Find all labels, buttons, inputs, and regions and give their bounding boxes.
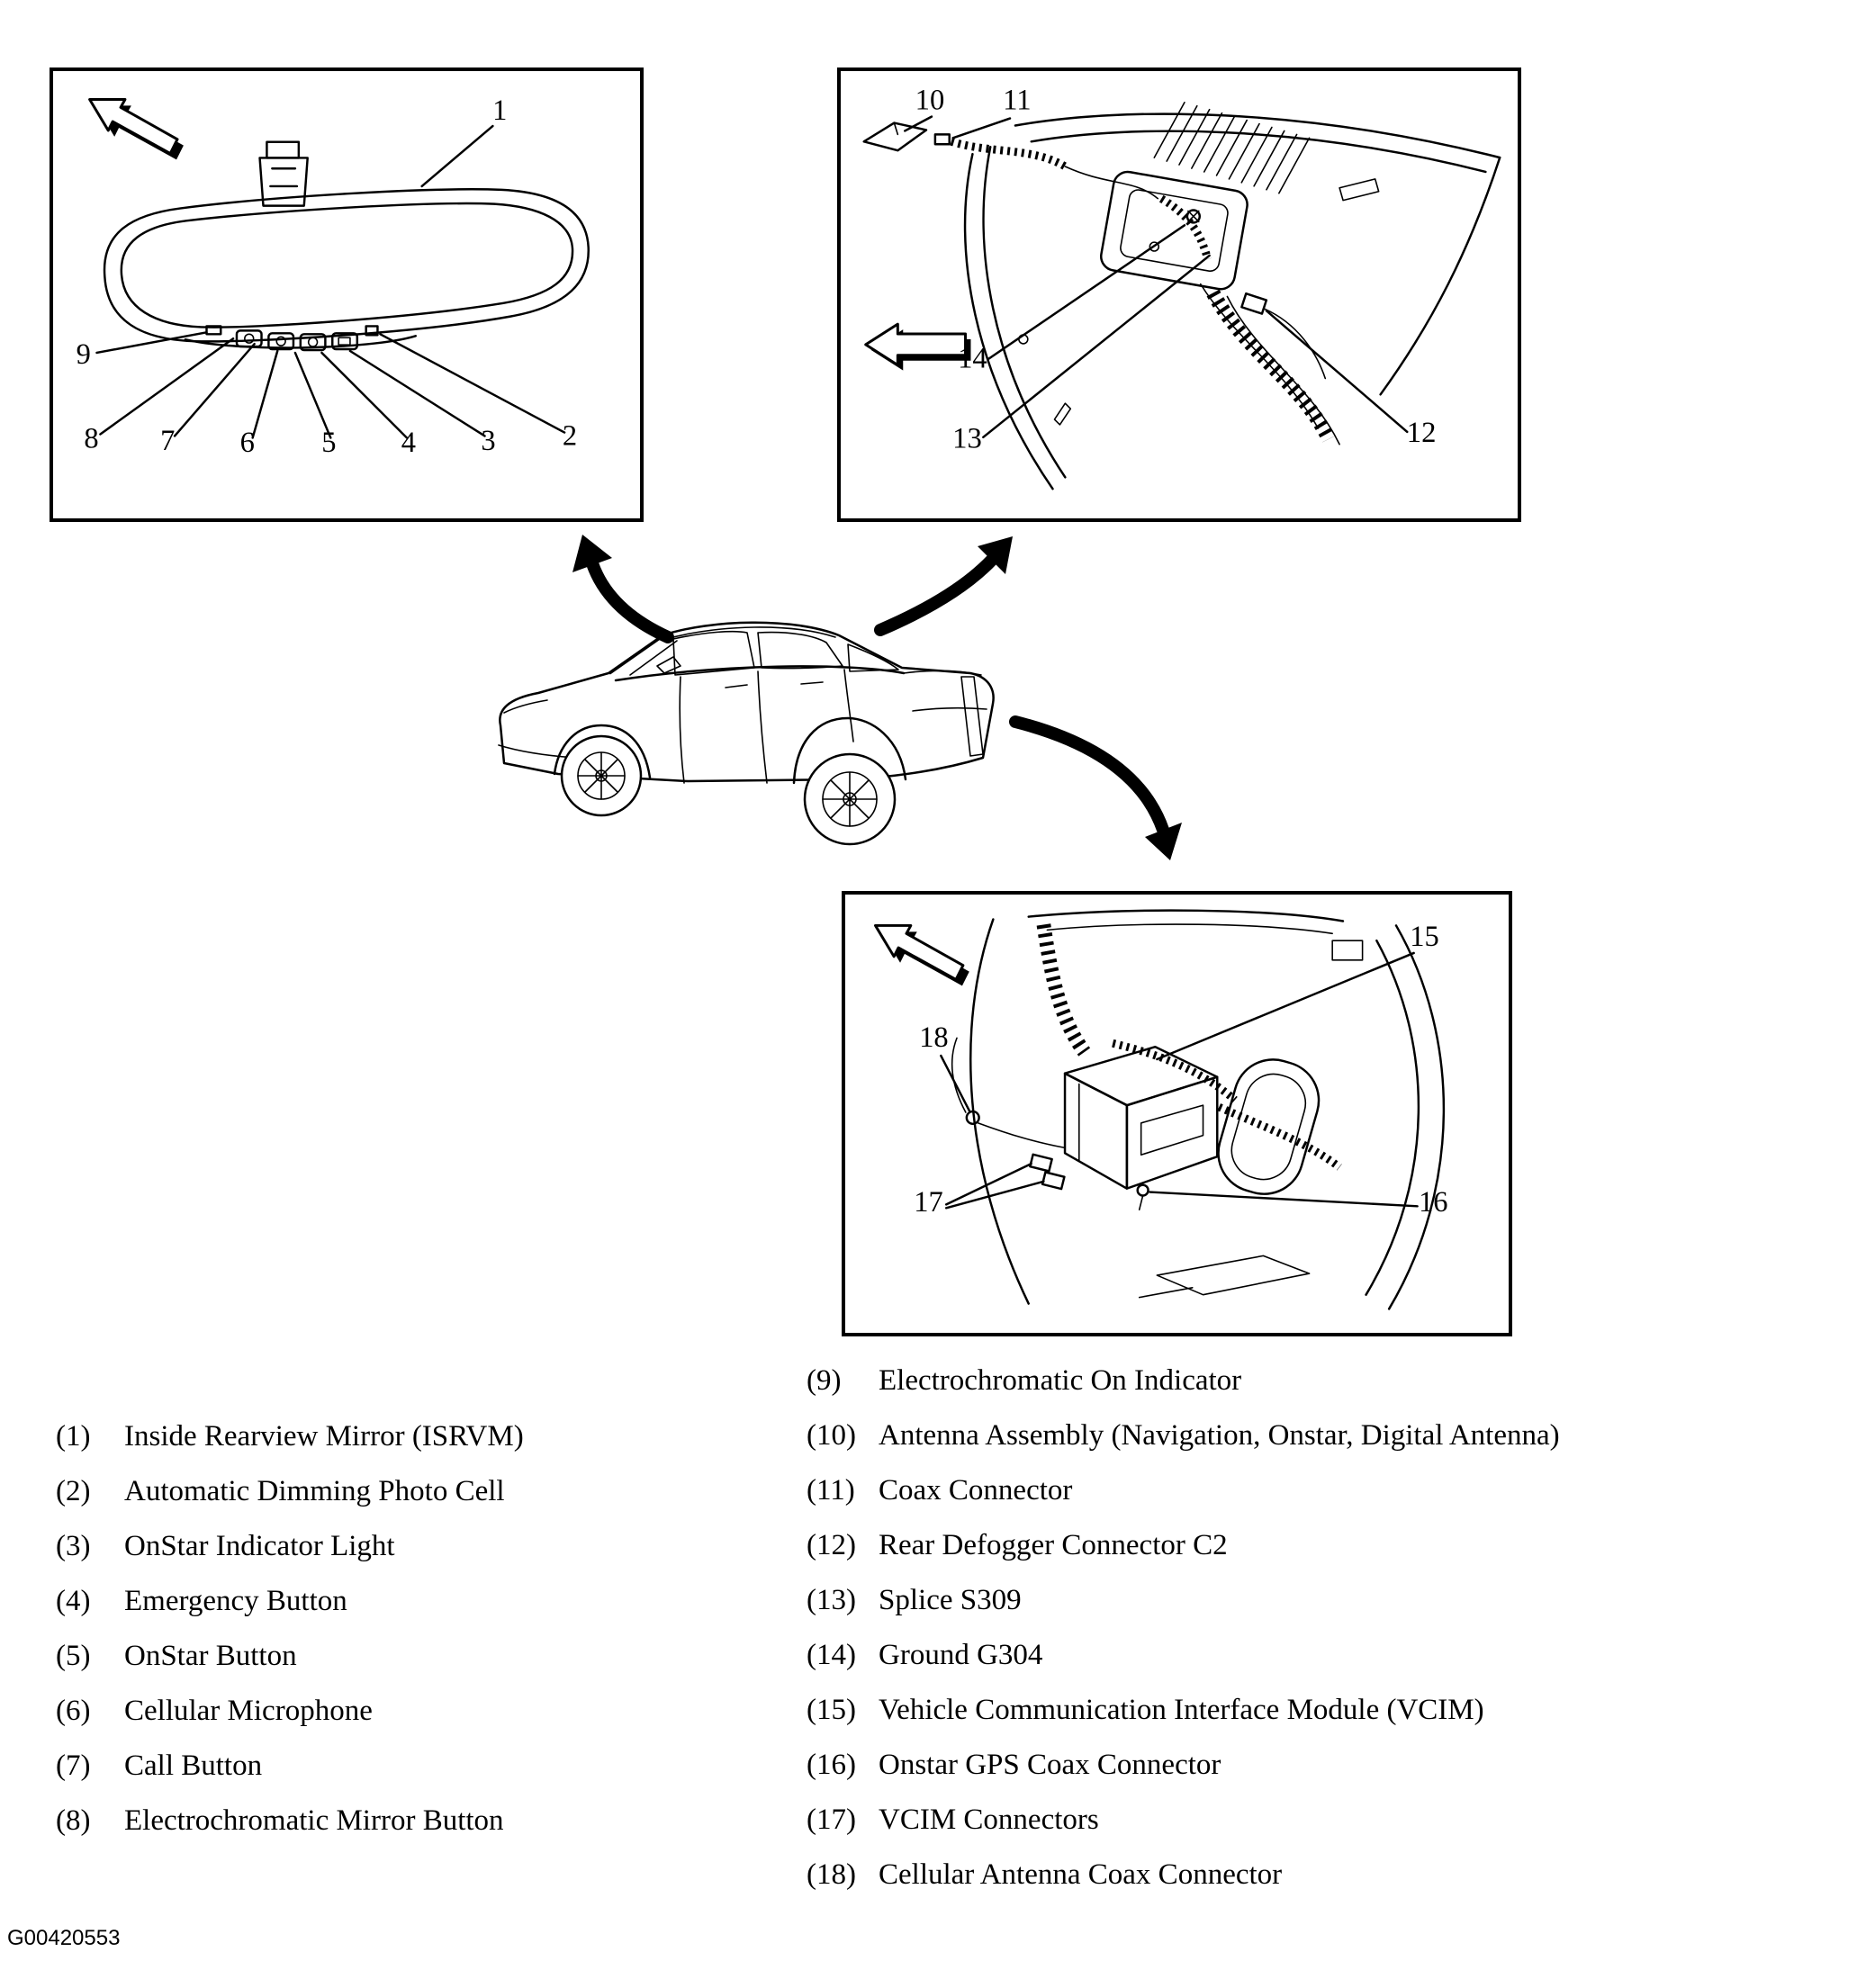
legend-item-label: Call Button — [124, 1750, 263, 1782]
legend-item-label: Rear Defogger Connector C2 — [879, 1529, 1228, 1561]
legend-item-4 — [56, 1585, 524, 1640]
figure-id: G00420553 — [7, 1926, 121, 1950]
legend-item-label: Ground G304 — [879, 1639, 1043, 1671]
legend-item-number: (1) — [56, 1420, 91, 1453]
panel-vcim-detail — [842, 891, 1512, 1336]
legend-item-number: (10) — [807, 1419, 856, 1452]
legend-item-8 — [56, 1804, 524, 1859]
car-illustration — [499, 623, 994, 844]
legend-item-number: (13) — [807, 1584, 856, 1616]
legend-item-label: Automatic Dimming Photo Cell — [124, 1475, 505, 1507]
legend-item-6 — [56, 1695, 524, 1750]
legend-item-number: (17) — [807, 1804, 856, 1836]
callout-6: 6 — [239, 427, 255, 460]
legend-item-5 — [56, 1640, 524, 1695]
legend-item-1 — [56, 1420, 524, 1475]
callout-7: 7 — [160, 425, 176, 458]
mounting-plate — [1099, 169, 1249, 291]
legend-item-12 — [807, 1529, 1560, 1584]
pointer-arrow-to-antenna-panel — [880, 536, 1013, 630]
legend-item-label: Splice S309 — [879, 1584, 1022, 1616]
legend-item-number: (4) — [56, 1585, 91, 1617]
callout-2: 2 — [562, 419, 578, 453]
legend-item-9 — [807, 1364, 1560, 1419]
vcim-callout-numbers — [914, 921, 1447, 1219]
vcim-module — [1065, 1047, 1217, 1188]
direction-arrow-up-left-icon — [90, 99, 184, 159]
callout-15: 15 — [1410, 921, 1439, 954]
legend-item-label: Vehicle Communication Interface Module (VCIM) — [879, 1694, 1484, 1726]
legend-item-number: (6) — [56, 1695, 91, 1727]
legend-item-11 — [807, 1474, 1560, 1529]
wiring-harness — [1161, 199, 1339, 445]
mirror-callout-leaders — [96, 126, 564, 437]
legend-item-label: Emergency Button — [124, 1585, 347, 1617]
callout-18: 18 — [919, 1021, 949, 1055]
pointer-arrow-to-mirror-panel — [572, 535, 668, 637]
legend-item-2 — [56, 1475, 524, 1530]
legend-item-number: (16) — [807, 1749, 856, 1781]
callout-3: 3 — [481, 425, 496, 458]
legend-item-number: (7) — [56, 1750, 91, 1782]
callout-4: 4 — [401, 427, 417, 460]
legend-item-number: (14) — [807, 1639, 856, 1671]
legend-item-number: (15) — [807, 1694, 856, 1726]
legend-item-number: (3) — [56, 1530, 91, 1562]
legend-item-number: (11) — [807, 1474, 855, 1507]
callout-13: 13 — [952, 422, 982, 455]
legend-item-label: Inside Rearview Mirror (ISRVM) — [124, 1420, 524, 1453]
panel-mirror-detail — [50, 67, 644, 522]
callout-16: 16 — [1419, 1186, 1448, 1219]
legend-item-label: Electrochromatic Mirror Button — [124, 1804, 504, 1837]
legend-item-label: OnStar Indicator Light — [124, 1530, 395, 1562]
mirror-housing — [104, 189, 589, 347]
legend-item-14 — [807, 1639, 1560, 1694]
legend-item-label: Onstar GPS Coax Connector — [879, 1749, 1221, 1781]
legend-item-10 — [807, 1419, 1560, 1474]
panel-antenna-detail — [837, 67, 1521, 522]
legend-item-number: (2) — [56, 1475, 91, 1507]
antenna-diagram — [841, 71, 1518, 518]
legend-column-right — [807, 1364, 1560, 1913]
legend-column-left — [56, 1420, 524, 1859]
callout-12: 12 — [1406, 416, 1437, 449]
callout-14: 14 — [958, 342, 987, 375]
legend-item-15 — [807, 1694, 1560, 1749]
legend-item-18 — [807, 1858, 1560, 1913]
legend-item-number: (8) — [56, 1804, 91, 1837]
callout-1: 1 — [492, 94, 508, 128]
callout-9: 9 — [76, 337, 91, 371]
pointer-arrow-to-vcim-panel — [1015, 722, 1182, 860]
direction-arrow-up-left-icon — [876, 925, 969, 985]
mirror-callout-numbers — [77, 94, 578, 459]
legend-item-number: (12) — [807, 1529, 856, 1561]
legend-item-number: (9) — [807, 1364, 842, 1397]
legend-item-3 — [56, 1530, 524, 1585]
legend-item-number: (5) — [56, 1640, 91, 1672]
legend-item-7 — [56, 1750, 524, 1804]
legend-item-label: Cellular Antenna Coax Connector — [879, 1858, 1283, 1891]
mirror-diagram — [53, 71, 640, 518]
callout-11: 11 — [1003, 84, 1032, 117]
legend-item-13 — [807, 1584, 1560, 1639]
legend-item-label: Antenna Assembly (Navigation, Onstar, Digital Antenna) — [879, 1419, 1560, 1452]
vcim-diagram — [845, 895, 1509, 1333]
legend-item-number: (18) — [807, 1858, 856, 1891]
legend-item-16 — [807, 1749, 1560, 1804]
legend-item-label: VCIM Connectors — [879, 1804, 1099, 1836]
legend-item-label: Coax Connector — [879, 1474, 1073, 1507]
callout-8: 8 — [84, 422, 99, 455]
callout-5: 5 — [321, 427, 337, 460]
callout-10: 10 — [915, 84, 945, 117]
legend-item-label: Cellular Microphone — [124, 1695, 373, 1727]
antenna-callout-numbers — [915, 85, 1437, 455]
callout-17: 17 — [914, 1186, 943, 1219]
direction-arrow-left-icon — [866, 324, 971, 370]
legend-item-label: Electrochromatic On Indicator — [879, 1364, 1242, 1397]
legend-item-label: OnStar Button — [124, 1640, 297, 1672]
legend-item-17 — [807, 1804, 1560, 1858]
